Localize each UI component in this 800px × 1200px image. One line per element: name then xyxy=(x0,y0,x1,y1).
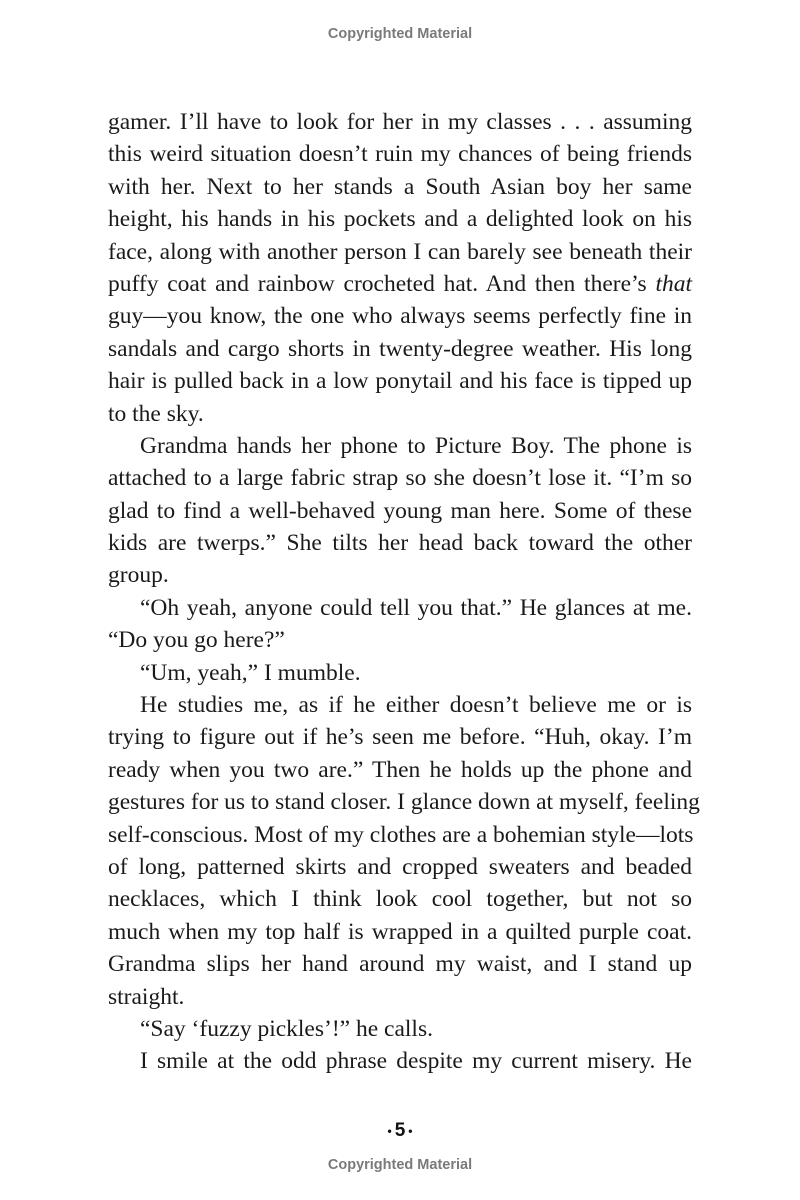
text-line xyxy=(108,916,692,948)
text-line-content: ready when you two are.” Then he holds up the phone and xyxy=(108,756,692,783)
text-line xyxy=(108,236,692,268)
text-line xyxy=(108,592,692,624)
text-line-content: face, along with another person I can barely see beneath their xyxy=(108,238,692,265)
text-line xyxy=(108,171,692,203)
text-line xyxy=(108,981,692,1013)
text-line-content: necklaces, which I think look cool together, but not so xyxy=(108,886,692,913)
text-line xyxy=(108,559,692,591)
text-line xyxy=(108,786,700,818)
text-line xyxy=(108,883,692,915)
bullet-right: • xyxy=(408,1123,413,1138)
text-line-content: “Do you go here?” xyxy=(108,627,285,654)
text-line xyxy=(108,1045,692,1077)
text-line-content: trying to figure out if he’s seen me before. “Huh, okay. I’m xyxy=(108,724,692,751)
text-line xyxy=(108,203,692,235)
text-line xyxy=(108,819,692,851)
text-line-content: guy—you know, the one who always seems perfectly fine in xyxy=(108,303,692,330)
text-line xyxy=(108,268,692,300)
text-line xyxy=(108,754,692,786)
text-line xyxy=(108,624,692,656)
text-line xyxy=(108,495,692,527)
text-line xyxy=(108,300,692,332)
text-line-content: sandals and cargo shorts in twenty-degree weather. His long xyxy=(108,335,692,362)
text-line-content: Grandma hands her phone to Picture Boy. The phone is xyxy=(140,432,692,459)
text-line-content: gamer. I’ll have to look for her in my classes . . . assuming xyxy=(108,109,692,135)
text-line-content: “Um, yeah,” I mumble. xyxy=(140,659,361,686)
bullet-left: • xyxy=(387,1123,392,1138)
text-line-content: glad to find a well-behaved young man here. Some of these xyxy=(108,497,692,524)
text-line xyxy=(108,333,692,365)
text-line-content: self-conscious. Most of my clothes are a bohemian style—lots xyxy=(108,821,694,848)
text-line xyxy=(108,365,692,397)
text-line-content: group. xyxy=(108,562,169,589)
text-line xyxy=(108,851,692,883)
page-number xyxy=(0,1120,800,1142)
text-line-content: “Oh yeah, anyone could tell you that.” He glances at me. xyxy=(140,594,692,621)
text-line xyxy=(108,138,692,170)
text-line xyxy=(108,657,692,689)
text-line-content: to the sky. xyxy=(108,400,204,427)
text-line-content: gestures for us to stand closer. I glance down at myself, feeling xyxy=(108,789,700,816)
text-line-content: He studies me, as if he either doesn’t believe me or is xyxy=(140,692,692,719)
text-line-content: of long, patterned skirts and cropped sweaters and beaded xyxy=(108,853,692,880)
text-line xyxy=(108,462,692,494)
text-line-content: straight. xyxy=(108,983,185,1010)
text-line xyxy=(108,1013,692,1045)
text-line xyxy=(108,948,692,980)
text-line xyxy=(108,398,692,430)
text-line-content: Grandma slips her hand around my waist, and I stand up xyxy=(108,951,692,978)
text-line-content: much when my top half is wrapped in a quilted purple coat. xyxy=(108,918,692,945)
text-line-content: “Say ‘fuzzy pickles’!” he calls. xyxy=(140,1015,433,1042)
text-line-content: this weird situation doesn’t ruin my chances of being friends xyxy=(108,141,692,168)
text-line xyxy=(108,721,692,753)
text-line xyxy=(108,106,692,138)
body-text xyxy=(108,106,700,1078)
text-line xyxy=(108,689,692,721)
text-line-content: attached to a large fabric strap so she doesn’t lose it. “I’m so xyxy=(108,465,692,492)
text-line-content: puffy coat and rainbow crocheted hat. And then there’s xyxy=(108,270,656,297)
text-line-content: height, his hands in his pockets and a delighted look on his xyxy=(108,206,692,233)
copyright-watermark-bottom: Copyrighted Material xyxy=(327,1157,473,1173)
text-line-content: with her. Next to her stands a South Asian boy her same xyxy=(108,173,692,200)
text-line-content: I smile at the odd phrase despite my current misery. He xyxy=(140,1048,692,1075)
text-line-content: hair is pulled back in a low ponytail and his face is tipped up xyxy=(108,368,692,395)
italic-emphasis: that xyxy=(655,270,692,297)
text-line xyxy=(108,527,692,559)
text-line xyxy=(108,430,692,462)
page-number-value: 5 xyxy=(394,1120,406,1141)
text-line-content: kids are twerps.” She tilts her head back toward the other xyxy=(108,530,692,557)
copyright-watermark-top: Copyrighted Material xyxy=(327,26,473,42)
